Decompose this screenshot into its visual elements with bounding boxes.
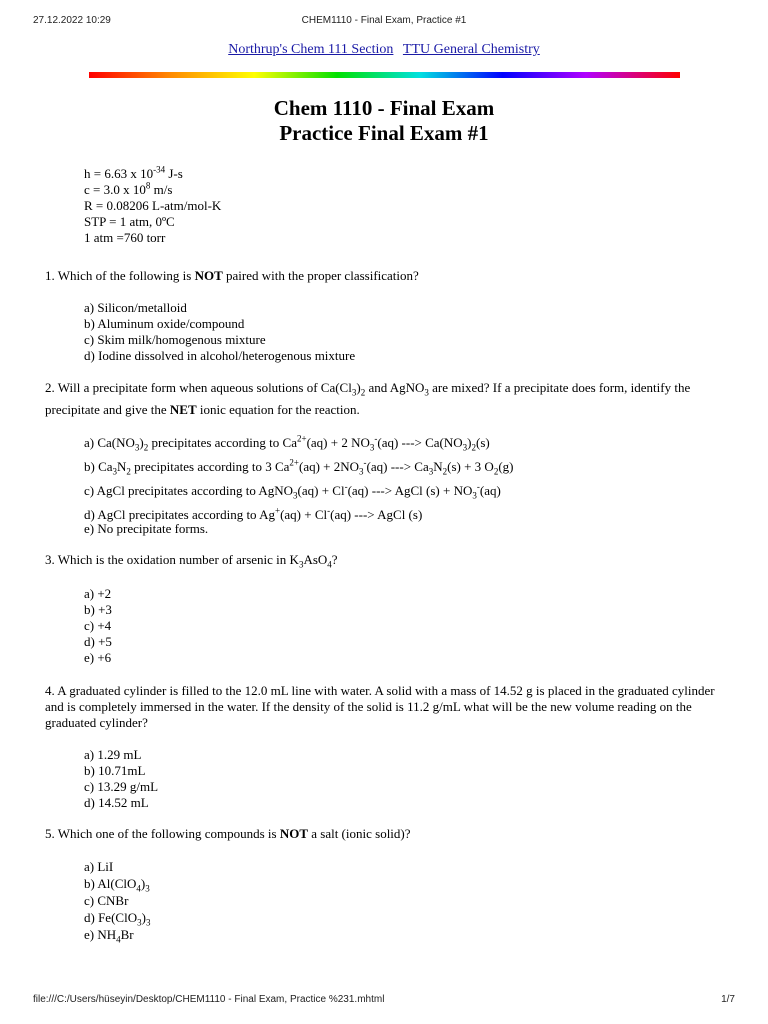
question-3-answers [45,586,735,666]
answer-option: c) +4 [84,618,112,633]
constant-stp: STP = 1 atm, 0ºC [84,214,175,229]
question-4: 4. A graduated cylinder is filled to the 12.0 mL line with water. A solid with a mass of 14.52 g is placed in the graduated cylinder and is completely immersed in the water. If the density of the solid is 11.2 g/mL what will be the new volume reading on the graduated cylinder? [45,683,715,730]
print-page-number: 1/7 [721,994,735,1005]
answer-option: b) $Ca_3N_2$ precipitates according to 3 $Ca^{2+}(aq) + 2NO_3^-(aq)$ ---> $Ca_3N_2(s) + 3$ $O_2(g)$ [84,457,514,477]
print-doc-title: CHEM1110 - Final Exam, Practice #1 [301,15,467,26]
answer-option: a) 1.29 mL [84,747,142,762]
answer-option: e) +6 [84,650,112,665]
constant-c: c = 3.0 x $10^8$ m/s [84,180,173,197]
answer-option: d) AgCl precipitates according to Ag+(aq) + Cl-(aq) ---> AgCl (s) [84,505,423,522]
title-line-1: Chem 1110 - Final Exam [273,96,495,120]
answer-option: d) $Fe(ClO_3)_3$ [84,910,151,928]
ttu-general-chemistry-link[interactable]: TTU General Chemistry [402,42,540,57]
question-1: 1. Which of the following is NOT paired with the proper classification? [45,268,419,283]
answer-option: b) Aluminum oxide/compound [84,316,245,331]
constant-h: h = 6.63 x $10^{-34}$ J-s [84,164,183,181]
answer-option: e) $NH_4Br$ [84,927,134,945]
answer-option: c) CNBr [84,893,129,908]
chem111-section-link[interactable]: Northrup's Chem 111 Section [228,42,394,57]
answer-option: c) AgCl precipitates according to AgNO$_3$(aq) + Cl-(aq) ---> AgCl $(s) + NO_3^-(aq)$ [84,481,501,501]
constants-block [45,166,735,246]
question-3: 3. Which is the oxidation number of arsenic in $K_3AsO_4$? [45,552,338,570]
answer-option: c) Skim milk/homogenous mixture [84,332,266,347]
answer-option: a) LiI [84,859,114,874]
answer-option: d) +5 [84,634,112,649]
constant-r: R = 0.08206 L-atm/mol-K [84,198,222,213]
question-5-answers [45,858,735,943]
answer-option: a) +2 [84,586,112,601]
answer-option: e) No precipitate forms. [84,521,209,536]
question-2: 2. Will a precipitate form when aqueous solutions of $Ca(Cl_3)_2$ and AgNO$_3$ are mixed? If a precipitate does form, identify the precipitate and give the NET ionic equation for the reaction. [45,380,691,417]
nav-links [0,42,768,58]
constant-atm: 1 atm =760 torr [84,230,166,245]
page-title [0,96,768,146]
exam-content [45,166,735,943]
question-4-answers [45,747,735,811]
answer-option: b) $Al(ClO_4)_3$ [84,876,150,894]
question-1-answers [45,300,735,364]
answer-option: b) 10.71mL [84,763,146,778]
rainbow-divider [89,72,680,78]
answer-option: d) Iodine dissolved in alcohol/heterogenous mixture [84,348,356,363]
title-line-2: Practice Final Exam #1 [279,121,489,145]
answer-option: b) +3 [84,602,112,617]
question-2-answers [45,431,735,527]
answer-option: a) $Ca(NO_3)_2$ precipitates according to $Ca^{2+}(aq) + 2$ $NO_3^-(aq)$ ---> $Ca(NO_3)_2(s)$ [84,433,490,453]
question-5: 5. Which one of the following compounds is NOT a salt (ionic solid)? [45,826,411,841]
answer-option: c) 13.29 g/mL [84,779,159,794]
answer-option: a) Silicon/metalloid [84,300,187,315]
print-file-path: file:///C:/Users/hüseyin/Desktop/CHEM1110 - Final Exam, Practice %231.mhtml [33,994,385,1005]
print-datetime: 27.12.2022 10:29 [33,15,111,26]
answer-option: d) 14.52 mL [84,795,149,810]
